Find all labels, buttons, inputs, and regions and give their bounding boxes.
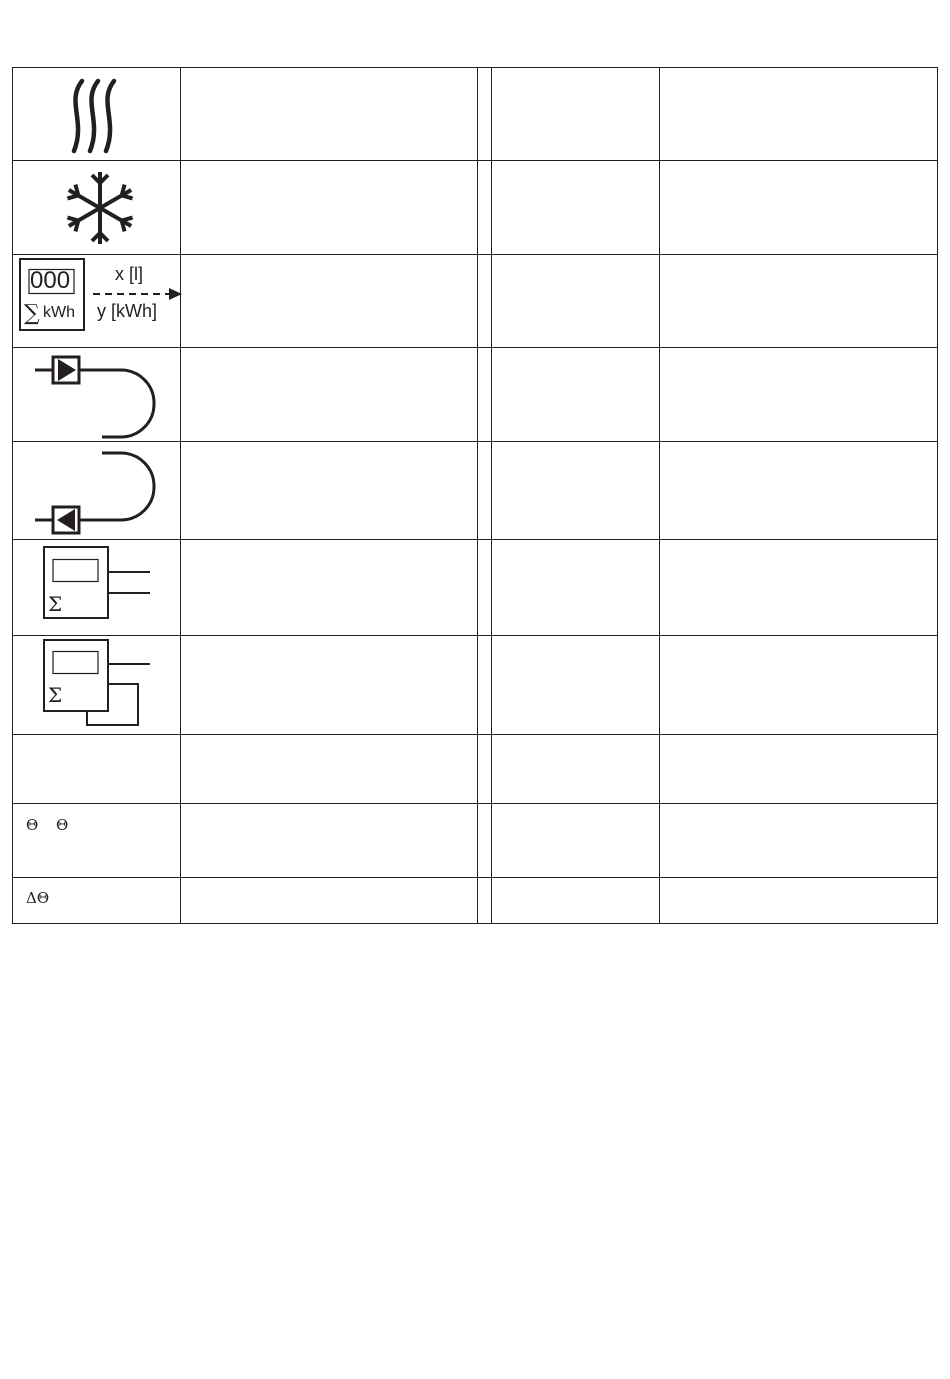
heating-waves-icon [60,75,140,157]
flow-sensor-supply-icon [33,353,159,441]
pulse-output-label: y [kWh] [97,301,158,321]
meter-display-digits: 000 [30,267,71,294]
calculator-with-module-icon [42,638,154,730]
pulse-arrow-head [169,288,182,300]
energy-meter-pulse-output-icon [18,257,183,337]
meter-sum-symbol: ∑ [24,301,40,326]
pulse-input-label: x [l] [115,264,144,284]
flow-direction-arrow [58,359,76,381]
flow-direction-arrow [57,509,75,531]
meter-sum-unit: kWh [43,304,75,321]
calculator-two-outputs-icon [42,545,154,623]
theta-symbol-2: Θ [56,816,69,834]
calculator-sum-symbol: Σ [48,592,63,616]
theta-symbol-1: Θ [26,816,39,834]
flow-sensor-return-icon [33,449,159,537]
calculator-sum-symbol: Σ [48,683,63,707]
delta-theta-symbol: ΔΘ [26,889,50,907]
snowflake-cooling-icon [64,170,136,246]
